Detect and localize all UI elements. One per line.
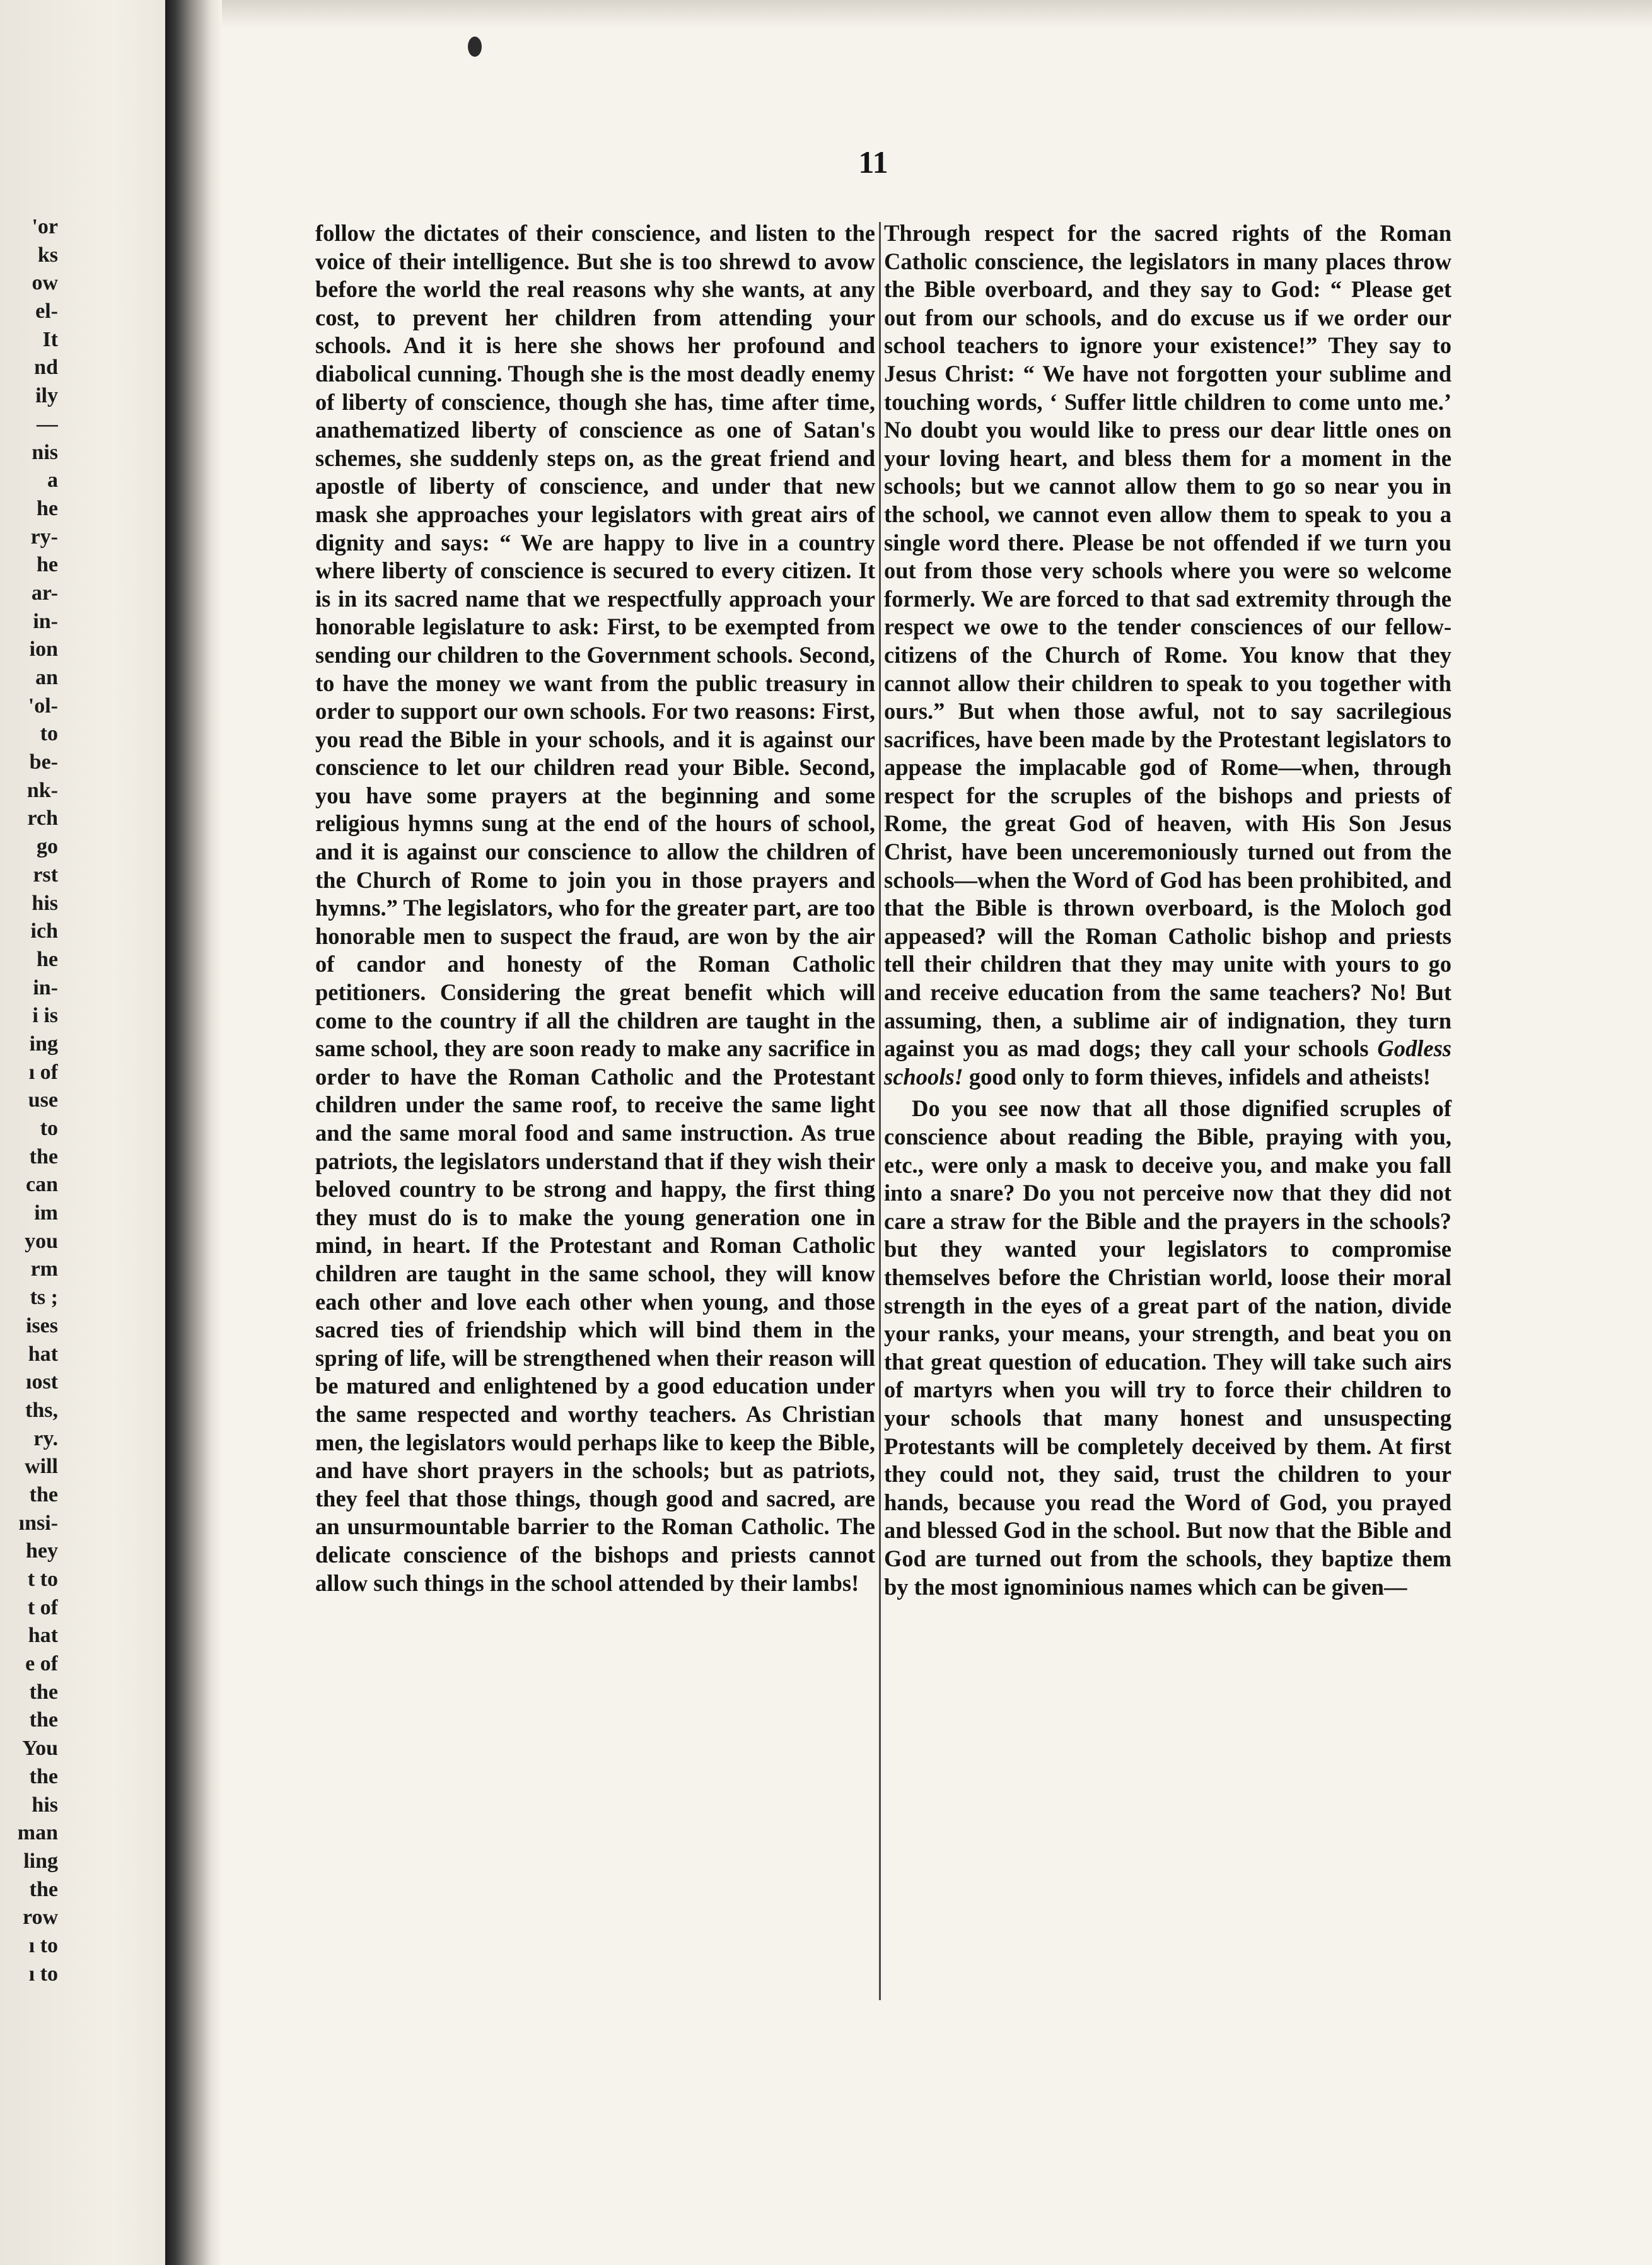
facing-page-fragment: nis	[32, 440, 58, 464]
facing-page-fragment: can	[26, 1173, 58, 1197]
facing-page-fragment: ing	[29, 1032, 58, 1056]
facing-page-fragment: ı to	[28, 1962, 58, 1986]
facing-page-fragment: use	[28, 1088, 58, 1112]
facing-page-fragment: ich	[30, 919, 58, 943]
facing-page-fragment: It	[42, 327, 58, 351]
facing-page-fragment: the	[29, 1680, 58, 1704]
facing-page-fragment: hey	[26, 1539, 58, 1563]
right-column-paragraph-1	[884, 219, 1451, 1091]
page-number: 11	[858, 144, 888, 180]
facing-page-fragment: be-	[29, 750, 58, 774]
facing-page-fragment: ar-	[31, 581, 58, 605]
facing-page-fragment: will	[25, 1455, 58, 1479]
facing-page-fragment: ths,	[25, 1398, 58, 1422]
binding-gutter-shadow	[165, 0, 222, 2265]
facing-page-fragment: rch	[27, 806, 58, 830]
facing-page-fragment: ts ;	[30, 1286, 58, 1310]
facing-page-fragment: he	[37, 947, 58, 971]
facing-page-fragment: rst	[33, 863, 58, 887]
facing-page-fragment: ily	[35, 384, 58, 408]
facing-page-fragment: a	[47, 469, 58, 492]
facing-page-fragment: nk-	[26, 778, 58, 802]
facing-page-fragment: he	[37, 496, 58, 520]
facing-page-fragment: t of	[27, 1595, 58, 1619]
facing-page-fragment: ı to	[28, 1933, 58, 1957]
facing-page-fragment: i is	[32, 1004, 58, 1028]
facing-page-text-fragments	[0, 213, 58, 1988]
italic-phrase: Godless schools!	[884, 1035, 1452, 1090]
facing-page-fragment: ınsi-	[18, 1511, 58, 1535]
facing-page-fragment: an	[35, 666, 58, 689]
facing-page-fragment: to	[40, 722, 58, 746]
facing-page-fragment: his	[32, 1793, 58, 1817]
facing-page-fragment: row	[22, 1906, 58, 1930]
facing-page-fragment: the	[29, 1482, 58, 1506]
facing-page-fragment: the	[29, 1144, 58, 1168]
facing-page-fragment: el-	[35, 300, 58, 323]
facing-page-fragment: ling	[23, 1849, 58, 1873]
right-column-paragraph-2: Do you see now that all those dignified scruples of conscience about reading the Bible, praying with you, etc., were only a mask to deceive you, and make you fall into a snare? Do you not perceive now that they did not care a straw for the Bible and the prayers in the schools? but they wanted your legislators to compromise themselves before the Christian world, loose their moral strength in the eyes of a great part of the nation, divide your ranks, your means, your strength, and beat you on that great question of education. They will take such airs of martyrs when you will try to force their children to your schools that many honest and unsuspecting Protestants will be completely deceived by them. At first they could not, they said, trust the children to your hands, because you read the Word of God, you prayed and blessed God in the school. But now that the Bible and God are turned out from the schools, they baptize them by the most ignominious names which can be given—	[884, 1095, 1451, 1600]
facing-page-fragment: to	[40, 1117, 58, 1140]
paragraph-1-text: Through respect for the sacred rights of the Roman Catholic conscience, the legislators in many places throw the Bible overboard, and they say to God: “ Please get out from our schools, and do excuse us if we order our school teachers to ignore your existence!” They say to Jesus Christ: “ We have not forgotten your sublime and touching words, ‘ Suffer little children to come unto me.’ No doubt you would like to press our dear little ones on your loving heart, and bless them for a moment in the schools; but we cannot allow them to go so near you in the school, we cannot even allow them to speak to you a single word there. Please be not offended if we turn you out from those very schools where you were so welcome formerly. We are forced to that sad extremity through the respect we owe to the tender consciences of our fellow-citizens of the Church of Rome. You know that they cannot allow their children to speak to you together with ours.” But when those awful, not to say sacrilegious sacrifices, have been made by the Protestant legislators to appease the implacable god of Rome—when, through respect for the scruples of the bishops and priests of Rome, the great God of heaven, with His Son Jesus Christ, have been unceremoniously turned out from the schools—when the Word of God has been prohibited, and that the Bible is thrown overboard, is the Moloch god appeased? will the Roman Catholic bishop and priests tell their children that they may unite with yours to go and receive education from the same teachers? No! But assuming, then, a sublime air of indignation, they turn against you as mad dogs; they call your schools	[884, 220, 1451, 1062]
facing-page-fragment: You	[22, 1737, 58, 1761]
facing-page-fragment: in-	[33, 609, 58, 633]
left-column-paragraph: follow the dictates of their conscience, and listen to the voice of their intelligence. But she is too shrewd to avow before the world the real reasons why she wants, at any cost, to prevent her children from attending your schools. And it is here she shows her profound and diabolical cunning. Though she is the most deadly enemy of liberty of conscience, though she has, time after time, anathematized liberty of conscience as one of Satan's schemes, she suddenly steps on, as the great friend and apostle of liberty of conscience, and under that new mask she approaches your legislators with great airs of dignity and says: “ We are happy to live in a country where liberty of conscience is secured to every citizen. It is in its sacred name that we respectfully approach your honorable legislature to ask: First, to be exempted from sending our children to the Government schools. Second, to have the money we want from the public treasury in order to support our own schools. For two reasons: First, you read the Bible in your schools, and it is against our conscience to let our children read your Bible. Second, you have some prayers at the beginning and some religious hymns sung at the end of the hours of school, and it is against our conscience to allow the children of the Church of Rome to join you in those prayers and hymns.” The legislators, who for the greater part, are too honorable men to suspect the fraud, are won by the air of candor and honesty of the Roman Catholic petitioners. Considering the great benefit which will come to the country if all the children are taught in the same school, they are soon ready to make any sacrifice in order to have the Roman Catholic and the Protestant children under the same roof, to receive the same light and the same moral food and same instruction. As true patriots, the legislators understand that if they wish their beloved country to be strong and happy, the first thing they must do is to make the young generation one in mind, in heart. If the Protestant and Roman Catholic children are taught in the same school, they will know each other and love each other when young, and those sacred ties of friendship which will bind them in the spring of life, will be strengthened when their reason will be matured and enlightened by a good education under the same respected and worthy teachers. As Christian men, the legislators would perhaps like to keep the Bible, and have short prayers in the schools; but as patriots, they feel that those things, though good and sacred, are an unsurmountable barrier to the Roman Catholic. The delicate conscience of the bishops and priests cannot allow such things in the school attended by their lambs!	[315, 220, 875, 1596]
column-divider	[879, 222, 881, 2000]
facing-page-fragment: ises	[26, 1313, 58, 1337]
facing-page-fragment: he	[37, 553, 58, 577]
facing-page-fragment: —	[37, 412, 58, 436]
facing-page-fragment: ıost	[26, 1370, 58, 1394]
facing-page-fragment: man	[17, 1821, 58, 1845]
facing-page-fragment: the	[29, 1764, 58, 1788]
right-text-column	[884, 219, 1451, 1601]
facing-page-fragment: ı of	[28, 1060, 58, 1084]
facing-page-fragment: im	[34, 1201, 58, 1225]
page-top-edge	[165, 0, 1652, 28]
paragraph-1-ending: good only to form thieves, infidels and atheists!	[963, 1063, 1431, 1090]
facing-page-fragment: go	[37, 835, 58, 859]
facing-page-fragment: ion	[29, 638, 58, 661]
facing-page-fragment: rm	[30, 1257, 58, 1281]
facing-page-fragment: 'or	[32, 215, 58, 238]
facing-page-fragment: e of	[25, 1652, 58, 1676]
facing-page-fragment: ry-	[30, 525, 58, 549]
facing-page-fragment: nd	[34, 356, 58, 380]
binding-hole-mark	[468, 37, 482, 57]
facing-page-fragment: you	[25, 1229, 58, 1253]
facing-page-fragment: hat	[28, 1624, 58, 1648]
facing-page-fragment: hat	[28, 1342, 58, 1366]
facing-page-fragment: the	[29, 1708, 58, 1732]
facing-page-fragment: t to	[27, 1568, 58, 1591]
facing-page-fragment: his	[32, 891, 58, 915]
facing-page-fragment: ow	[32, 271, 58, 295]
facing-page-fragment: 'ol-	[28, 694, 58, 718]
facing-page-fragment: ks	[37, 243, 58, 267]
facing-page-fragment: in-	[33, 975, 58, 999]
facing-page-fragment: the	[29, 1877, 58, 1901]
facing-page-fragment: ry.	[33, 1426, 58, 1450]
left-text-column	[315, 219, 875, 1597]
